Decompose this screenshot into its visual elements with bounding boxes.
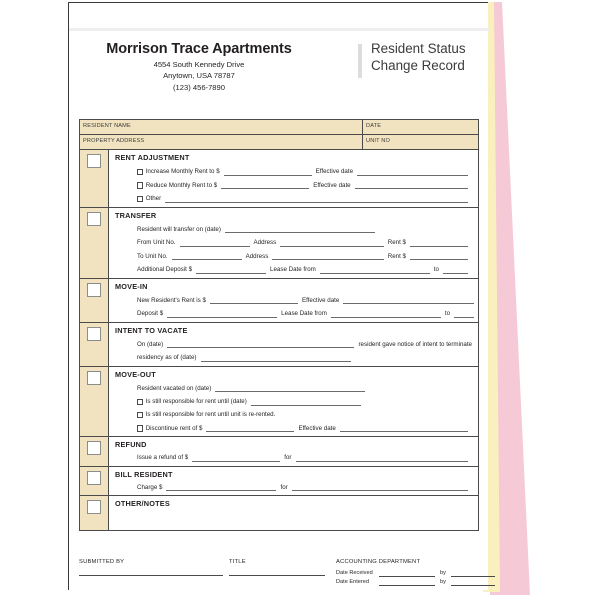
input-date-entered[interactable]: [379, 585, 435, 586]
section-checkbox-rent-adjustment[interactable]: [87, 154, 101, 168]
label-date-received: Date Received: [336, 570, 373, 576]
section-rent-adjustment: [80, 150, 478, 208]
checkbox-column-refund: [80, 437, 109, 466]
row-responsible-until-rerented: [115, 411, 472, 419]
section-title-transfer: TRANSFER: [115, 210, 157, 220]
input-new-resident-rent[interactable]: [210, 296, 298, 304]
section-checkbox-refund[interactable]: [87, 441, 101, 455]
date-field[interactable]: DATE: [362, 120, 478, 134]
input-date-received-by[interactable]: [451, 576, 495, 577]
input-from-address[interactable]: [280, 239, 384, 247]
input-to-rent[interactable]: [410, 252, 468, 260]
label-discontinue-rent: Discontinue rent of $: [145, 424, 203, 432]
input-increase-rent-amount[interactable]: [224, 168, 312, 176]
input-residency-as-of[interactable]: [201, 354, 351, 362]
checkbox-column-bill-resident: [80, 467, 109, 496]
section-intent-to-vacate: [80, 323, 478, 367]
input-intent-on-date[interactable]: [167, 340, 354, 348]
resident-name-field[interactable]: RESIDENT NAME: [83, 122, 131, 129]
row-charge: [115, 483, 472, 491]
checkbox-column-intent-to-vacate: [80, 323, 109, 366]
input-from-rent[interactable]: [410, 239, 468, 247]
input-move-in-lease-date-from[interactable]: [331, 310, 441, 318]
row-new-resident-rent: [115, 296, 478, 304]
row-additional-deposit: [115, 266, 472, 274]
section-checkbox-other-notes[interactable]: [87, 500, 101, 514]
company-address: 4554 South Kennedy Drive: [153, 59, 245, 69]
section-transfer: [80, 208, 478, 279]
row-responsible-until-date: [115, 398, 472, 406]
input-responsible-until-date[interactable]: [251, 398, 361, 406]
input-transfer-lease-date-to[interactable]: [443, 266, 468, 274]
label-transfer-lease-date-to: to: [433, 266, 439, 273]
section-checkbox-move-in[interactable]: [87, 283, 101, 297]
label-increase-effective-date: Effective date: [315, 168, 354, 175]
company-name: Morrison Trace Apartments: [106, 41, 292, 57]
label-responsible-until-date: Is still responsible for rent until (date): [145, 398, 247, 405]
label-date-entered: Date Entered: [336, 579, 369, 585]
input-submitted-by[interactable]: [79, 575, 223, 576]
row-move-in-deposit: [115, 310, 478, 318]
input-date-entered-by[interactable]: [451, 585, 495, 586]
input-transfer-on-date[interactable]: [225, 225, 375, 233]
label-increase-rent: Increase Monthly Rent to $: [145, 168, 220, 175]
section-title-intent-to-vacate: INTENT TO VACATE: [115, 325, 188, 335]
label-transfer-lease-date-from: Lease Date from: [270, 266, 316, 273]
checkbox-responsible-until-date[interactable]: [137, 399, 143, 405]
section-title-bill-resident: BILL RESIDENT: [115, 469, 173, 479]
label-discontinue-effective-date: Effective date: [298, 424, 336, 432]
checkbox-increase-rent[interactable]: [137, 169, 143, 175]
label-move-in-deposit: Deposit $: [137, 310, 164, 317]
section-refund: [80, 437, 478, 467]
input-reduce-rent-amount[interactable]: [221, 181, 309, 189]
checkbox-responsible-until-rerented[interactable]: [137, 412, 143, 418]
document-title-line-1: Resident Status: [371, 41, 466, 56]
checkbox-other-adjustment[interactable]: [137, 196, 143, 202]
label-title: TITLE: [229, 559, 246, 565]
input-discontinue-rent-amount[interactable]: [206, 424, 294, 432]
section-checkbox-transfer[interactable]: [87, 212, 101, 226]
checkbox-column-other-notes: [80, 496, 109, 530]
input-refund-amount[interactable]: [192, 454, 280, 462]
label-charge-for: for: [280, 483, 288, 491]
checkbox-reduce-rent[interactable]: [137, 182, 143, 188]
label-transfer-on-date: Resident will transfer on (date): [137, 225, 221, 233]
section-body-move-in: [109, 279, 484, 322]
perforation-line: [69, 28, 489, 31]
input-reduce-effective-date[interactable]: [355, 181, 468, 189]
property-address-field[interactable]: PROPERTY ADDRESS: [83, 137, 145, 144]
row-intent-on-date: [115, 340, 472, 348]
label-to-rent: Rent $: [387, 252, 406, 260]
input-to-address[interactable]: [272, 252, 383, 260]
input-resident-vacated-date[interactable]: [215, 384, 365, 392]
label-date-received-by: by: [440, 570, 446, 576]
row-issue-refund: [115, 454, 472, 462]
company-block: [79, 41, 319, 92]
label-reduce-rent: Reduce Monthly Rent to $: [145, 181, 218, 189]
form-table: [79, 119, 479, 531]
section-body-bill-resident: [109, 467, 478, 496]
label-from-address: Address: [253, 239, 277, 246]
input-title[interactable]: [229, 575, 325, 576]
label-to-unit-no: To Unit No.: [137, 252, 168, 260]
row-resident-vacated: [115, 384, 472, 392]
checkbox-column-transfer: [80, 208, 109, 278]
row-from-unit: [115, 239, 472, 247]
input-move-in-effective-date[interactable]: [343, 296, 474, 304]
section-other-notes: [80, 496, 478, 530]
section-title-other-notes: OTHER/NOTES: [115, 499, 170, 508]
section-title-refund: REFUND: [115, 440, 147, 449]
title-accent-bar: [358, 44, 362, 78]
checkbox-column-rent-adjustment: [80, 150, 109, 207]
company-city-state-zip: Anytown, USA 78787: [163, 71, 235, 80]
row-residency-as-of: [115, 354, 472, 362]
checkbox-discontinue-rent[interactable]: [137, 425, 143, 431]
input-refund-reason[interactable]: [296, 454, 469, 462]
input-charge-reason[interactable]: [292, 483, 468, 491]
label-date-entered-by: by: [440, 579, 446, 585]
input-charge-amount[interactable]: [166, 483, 276, 491]
section-title-rent-adjustment: RENT ADJUSTMENT: [115, 153, 190, 162]
section-bill-resident: [80, 467, 478, 497]
label-refund-for: for: [284, 454, 292, 461]
label-reduce-effective-date: Effective date: [313, 181, 351, 189]
row-reduce-rent: [115, 181, 472, 189]
label-intent-notice-text: resident gave notice of intent to terminate: [358, 340, 472, 348]
unit-no-field[interactable]: UNIT NO: [362, 135, 478, 149]
company-phone: (123) 456-7890: [173, 82, 225, 92]
section-body-move-out: [109, 367, 478, 437]
form-page: [68, 2, 488, 590]
section-checkbox-bill-resident[interactable]: [87, 471, 101, 485]
label-residency-as-of: residency as of (date): [137, 354, 197, 361]
label-submitted-by: SUBMITTED BY: [79, 559, 125, 565]
label-intent-on-date: On (date): [137, 340, 164, 348]
input-additional-deposit[interactable]: [196, 266, 266, 274]
label-issue-refund: Issue a refund of $: [137, 454, 189, 461]
input-transfer-lease-date-from[interactable]: [320, 266, 430, 274]
section-body-intent-to-vacate: [109, 323, 478, 366]
input-move-in-lease-date-to[interactable]: [454, 310, 474, 318]
input-increase-effective-date[interactable]: [357, 168, 468, 176]
row-transfer-date: [115, 225, 472, 233]
section-title-move-in: MOVE-IN: [115, 281, 148, 291]
property-address-row: [80, 135, 478, 150]
label-new-resident-rent: New Resident's Rent is $: [137, 296, 206, 304]
resident-name-row: [80, 120, 478, 135]
section-checkbox-move-out[interactable]: [87, 371, 101, 385]
input-from-unit-no[interactable]: [180, 239, 250, 247]
form-header: [69, 41, 489, 103]
input-move-in-deposit[interactable]: [167, 310, 277, 318]
label-additional-deposit: Additional Deposit $: [137, 266, 193, 273]
label-from-unit-no: From Unit No.: [137, 239, 176, 246]
input-discontinue-effective-date[interactable]: [340, 424, 468, 432]
section-body-refund: [109, 437, 478, 466]
document-title-line-2: Change Record: [371, 57, 465, 73]
section-checkbox-intent-to-vacate[interactable]: [87, 327, 101, 341]
input-to-unit-no[interactable]: [172, 252, 242, 260]
section-move-in: [80, 279, 478, 323]
label-charge: Charge $: [137, 483, 163, 491]
label-to-address: Address: [245, 252, 269, 260]
label-move-in-lease-date-from: Lease Date from: [281, 310, 327, 317]
label-move-in-effective-date: Effective date: [301, 296, 340, 304]
label-responsible-until-rerented: Is still responsible for rent until unit is re-rented.: [145, 411, 276, 418]
section-body-other-notes[interactable]: [109, 496, 478, 530]
label-other-adjustment: Other: [145, 195, 162, 202]
row-to-unit: [115, 252, 472, 260]
section-move-out: [80, 367, 478, 438]
section-body-rent-adjustment: [109, 150, 478, 207]
label-accounting-department: ACCOUNTING DEPARTMENT: [336, 559, 421, 565]
input-date-received[interactable]: [379, 576, 435, 577]
label-resident-vacated: Resident vacated on (date): [137, 384, 212, 392]
checkbox-column-move-out: [80, 367, 109, 437]
label-move-in-lease-date-to: to: [444, 310, 451, 317]
section-body-transfer: [109, 208, 478, 278]
input-other-adjustment[interactable]: [165, 195, 468, 203]
row-discontinue-rent: [115, 424, 472, 432]
document-title: [371, 41, 466, 74]
label-from-rent: Rent $: [387, 239, 406, 246]
row-other-adjustment: [115, 195, 472, 203]
section-title-move-out: MOVE-OUT: [115, 369, 156, 379]
row-increase-rent: [115, 168, 472, 176]
checkbox-column-move-in: [80, 279, 109, 322]
